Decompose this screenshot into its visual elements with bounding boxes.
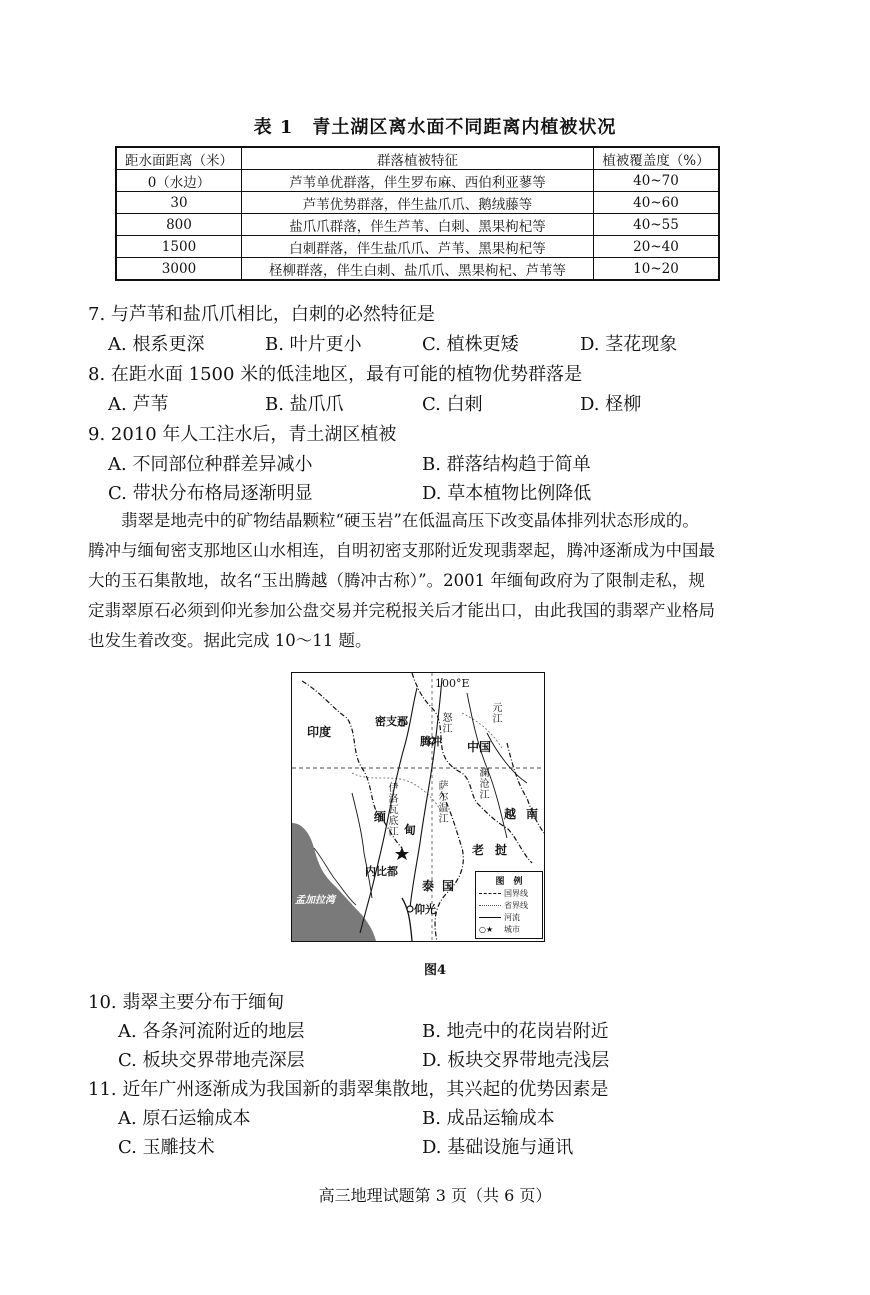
table-header-row [116, 147, 719, 170]
legend-row [476, 887, 542, 899]
question-7-stem: 7. 与芦苇和盐爪爪相比，白刺的必然特征是 [88, 304, 435, 325]
table-cell: 800 [116, 214, 241, 236]
longitude-label: 100°E [435, 677, 470, 690]
label-yangon: 仰光 [414, 903, 436, 916]
passage-line: 翡翠是地壳中的矿物结晶颗粒“硬玉岩”在低温高压下改变晶体排列状态形成的。 [121, 511, 699, 530]
label-vietnam-1: 越 [504, 807, 517, 821]
label-vietnam-2: 南 [526, 807, 539, 821]
map-legend [475, 871, 543, 939]
table-row [116, 192, 719, 214]
table-cell: 40~60 [593, 192, 719, 214]
question-8-stem: 8. 在距水面 1500 米的低洼地区，最有可能的植物优势群落是 [88, 364, 583, 385]
passage-line: 大的玉石集散地，故名“玉出腾越（腾冲古称）”。2001 年缅甸政府为了限制走私，规 [88, 571, 705, 590]
table-cell: 40~55 [593, 214, 719, 236]
label-thailand-2: 国 [442, 879, 455, 893]
table-header: 群落植被特征 [241, 147, 593, 170]
question-11-option-b: B. 成品运输成本 [422, 1108, 555, 1129]
question-9-stem: 9. 2010 年人工注水后，青土湖区植被 [88, 424, 397, 445]
question-8-option-a: A. 芦苇 [108, 394, 169, 415]
table-row [116, 170, 719, 192]
question-11-option-c: C. 玉雕技术 [118, 1137, 215, 1158]
label-river-nu: 怒江 [442, 713, 453, 735]
label-thailand-1: 泰 [422, 879, 435, 893]
question-9-option-c: C. 带状分布格局逐渐明显 [108, 483, 313, 504]
label-myanmar-1: 缅 [374, 810, 387, 824]
legend-province-label: 省界线 [504, 900, 528, 910]
city-yangon-marker [407, 906, 413, 912]
question-10-stem: 10. 翡翠主要分布于缅甸 [88, 992, 285, 1013]
question-10-option-c: C. 板块交界带地壳深层 [118, 1050, 305, 1071]
table-cell: 柽柳群落，伴生白刺、盐爪爪、黑果枸杞、芦苇等 [241, 258, 593, 281]
capital-naypyidaw-star [395, 847, 409, 860]
label-china: 中国 [467, 740, 492, 754]
question-8-option-b: B. 盐爪爪 [265, 394, 344, 415]
table-cell: 白刺群落，伴生盐爪爪、芦苇、黑果枸杞等 [241, 236, 593, 258]
legend-row [476, 923, 542, 935]
question-7-option-c: C. 植株更矮 [422, 334, 519, 355]
question-10-option-a: A. 各条河流附近的地层 [118, 1021, 305, 1042]
question-9-option-a: A. 不同部位种群差异减小 [108, 454, 313, 475]
question-7-option-a: A. 根系更深 [108, 334, 205, 355]
bay-of-bengal-sea [292, 823, 376, 941]
question-9-option-d: D. 草本植物比例降低 [422, 483, 592, 504]
legend-row [476, 899, 542, 911]
label-river-salween: 萨尔温江 [438, 781, 449, 825]
label-bay-of-bengal: 孟加拉湾 [295, 895, 335, 906]
myanmar-map [291, 672, 545, 942]
label-india: 印度 [307, 725, 332, 739]
table-row [116, 236, 719, 258]
question-8-option-c: C. 白刺 [422, 394, 483, 415]
table-cell: 3000 [116, 258, 241, 281]
table-header: 距水面距离（米） [116, 147, 241, 170]
jade-passage [88, 506, 768, 656]
label-river-yuan: 元江 [492, 703, 503, 725]
question-11-option-d: D. 基础设施与通讯 [422, 1137, 574, 1158]
label-myanmar-2: 甸 [404, 823, 417, 837]
table-cell: 芦苇优势群落，伴生盐爪爪、鹅绒藤等 [241, 192, 593, 214]
river-yuan [487, 733, 527, 783]
label-myitkyina: 密支那 [375, 715, 408, 728]
legend-border-swatch [479, 893, 501, 894]
passage-line: 腾冲与缅甸密支那地区山水相连，自明初密支那附近发现翡翠起，腾冲逐渐成为中国最 [88, 541, 715, 560]
question-7-option-d: D. 茎花现象 [580, 334, 678, 355]
label-river-lancang: 澜沧江 [479, 768, 490, 801]
label-naypyidaw: 内比都 [365, 865, 398, 878]
legend-river-label: 河流 [504, 912, 520, 922]
question-9-option-b: B. 群落结构趋于简单 [422, 454, 591, 475]
label-laos-1: 老 [472, 843, 485, 857]
table-cell: 1500 [116, 236, 241, 258]
table-row [116, 214, 719, 236]
passage-line: 也发生着改变。据此完成 10～11 题。 [88, 631, 372, 650]
legend-city-label: 城市 [504, 924, 520, 934]
label-laos-2: 挝 [495, 843, 508, 857]
passage-line: 定翡翠原石必须到仰光参加公盘交易并完税报关后才能出口，由此我国的翡翠产业格局 [88, 601, 715, 620]
page-footer: 高三地理试题第 3 页（共 6 页） [318, 1186, 552, 1205]
table-title: 表 1 青土湖区离水面不同距离内植被状况 [253, 117, 617, 138]
table-cell: 10~20 [593, 258, 719, 281]
legend-border-label: 国界线 [504, 888, 528, 898]
legend-river-swatch [479, 917, 501, 918]
label-tengchong: 腾冲 [420, 735, 442, 748]
table-cell: 40~70 [593, 170, 719, 192]
question-10-option-d: D. 板块交界带地壳浅层 [422, 1050, 610, 1071]
vegetation-table [115, 146, 720, 281]
river-chindwin [352, 793, 372, 898]
figure-caption: 图4 [423, 963, 447, 978]
question-11-option-a: A. 原石运输成本 [118, 1108, 251, 1129]
table-header: 植被覆盖度（%） [593, 147, 719, 170]
legend-city-symbol-icon: ○★ [479, 924, 494, 934]
legend-title: 图 例 [495, 877, 523, 887]
label-river-irrawaddy: 伊洛瓦底江 [388, 783, 399, 838]
question-10-option-b: B. 地壳中的花岗岩附近 [422, 1021, 609, 1042]
table-cell: 0（水边） [116, 170, 241, 192]
table-row [116, 258, 719, 281]
table-cell: 30 [116, 192, 241, 214]
table-cell: 盐爪爪群落，伴生芦苇、白刺、黑果枸杞等 [241, 214, 593, 236]
question-11-stem: 11. 近年广州逐渐成为我国新的翡翠集散地，其兴起的优势因素是 [88, 1079, 609, 1100]
legend-row [476, 911, 542, 923]
table-cell: 芦苇单优群落，伴生罗布麻、西伯利亚蓼等 [241, 170, 593, 192]
question-7-option-b: B. 叶片更小 [265, 334, 362, 355]
question-8-option-d: D. 柽柳 [580, 394, 642, 415]
legend-province-swatch [479, 905, 501, 906]
table-cell: 20~40 [593, 236, 719, 258]
